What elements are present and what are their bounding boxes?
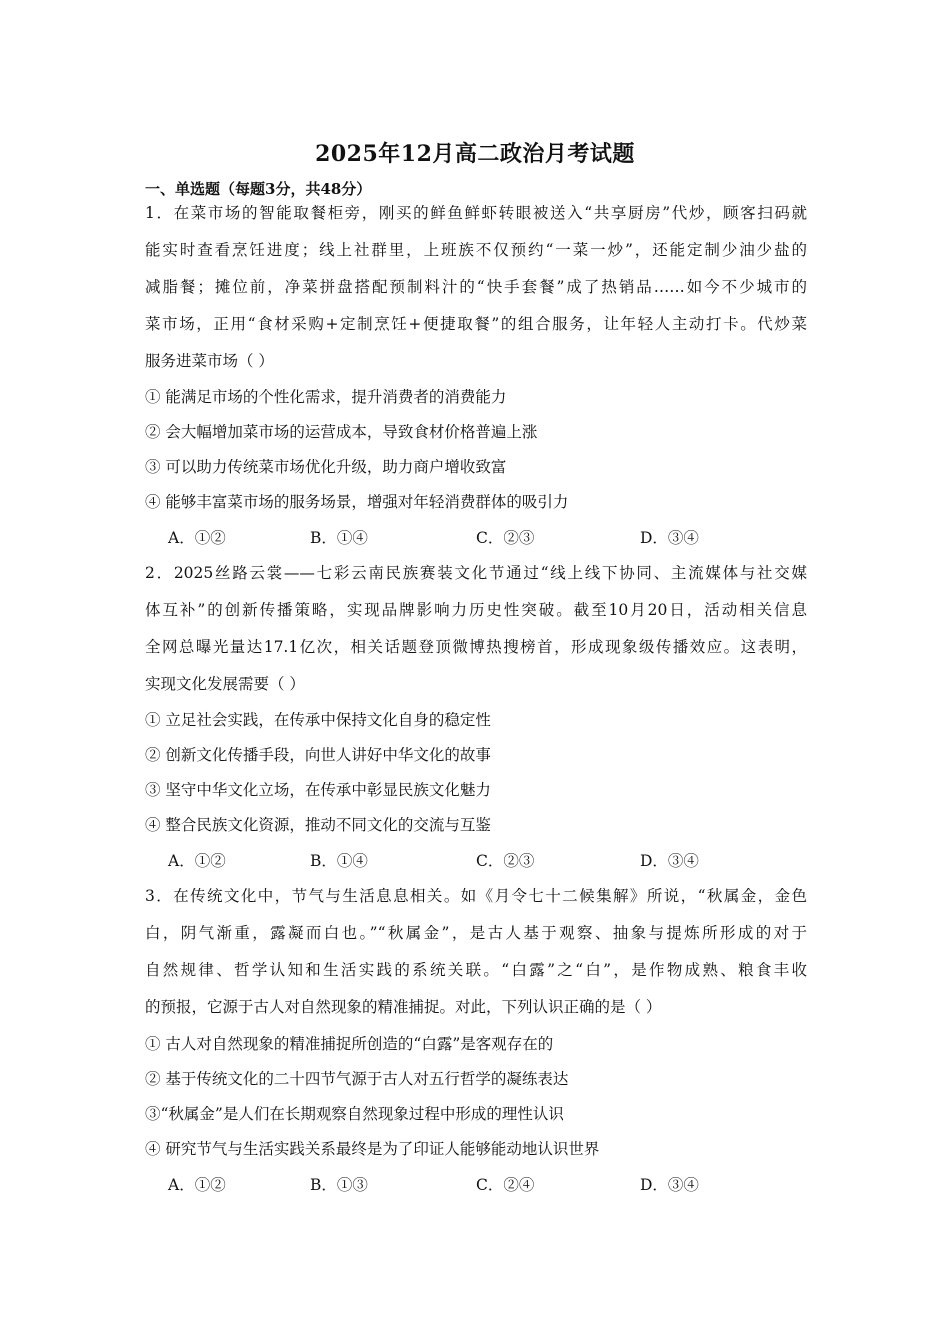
- q3-stem-line: 自然规律、哲学认知和生活实践的系统关联。“白露”之“白”，是作物成熟、粮食丰收: [145, 961, 807, 979]
- q3-option-c[interactable]: C．②④: [476, 1176, 535, 1194]
- q1-stem-line: 能实时查看烹饪进度；线上社群里，上班族不仅预约“一菜一炒”，还能定制少油少盐的: [145, 241, 807, 259]
- section-heading: 一、单选题（每题3分，共48分）: [145, 180, 372, 198]
- q3-statement-3: ③“秋属金”是人们在长期观察自然现象过程中形成的理性认识: [145, 1105, 564, 1123]
- q1-stem-line: 减脂餐；摊位前，净菜拼盘搭配预制料汁的“快手套餐”成了热销品……如今不少城市的: [145, 278, 807, 296]
- q2-statement-2: ② 创新文化传播手段，向世人讲好中华文化的故事: [145, 746, 491, 764]
- page-title: 2025年12月高二政治月考试题: [315, 141, 635, 167]
- q3-statement-4: ④ 研究节气与生活实践关系最终是为了印证人能够能动地认识世界: [145, 1140, 600, 1158]
- q2-option-d[interactable]: D．③④: [640, 852, 699, 870]
- q3-option-a[interactable]: A．①②: [168, 1176, 226, 1194]
- q1-option-d[interactable]: D．③④: [640, 529, 699, 547]
- q3-stem-line: 3．在传统文化中，节气与生活息息相关。如《月令七十二候集解》所说，“秋属金，金色: [145, 887, 807, 905]
- q1-statement-2: ② 会大幅增加菜市场的运营成本，导致食材价格普遍上涨: [145, 423, 538, 441]
- q2-stem-line: 体互补”的创新传播策略，实现品牌影响力历史性突破。截至10月20日，活动相关信息: [145, 601, 807, 619]
- q3-stem-line: 白，阴气渐重，露凝而白也。”“秋属金”，是古人基于观察、抽象与提炼所形成的对于: [145, 924, 807, 942]
- q2-statement-1: ① 立足社会实践，在传承中保持文化自身的稳定性: [145, 711, 491, 729]
- q2-stem-line: 2．2025丝路云裳——七彩云南民族赛装文化节通过“线上线下协同、主流媒体与社交媒: [145, 564, 807, 582]
- q3-option-b[interactable]: B．①③: [310, 1176, 368, 1194]
- q1-option-c[interactable]: C．②③: [476, 529, 535, 547]
- q3-statement-2: ② 基于传统文化的二十四节气源于古人对五行哲学的凝练表达: [145, 1070, 569, 1088]
- q1-stem-line: 服务进菜市场（ ）: [145, 352, 274, 370]
- q2-option-a[interactable]: A．①②: [168, 852, 226, 870]
- q1-statement-4: ④ 能够丰富菜市场的服务场景，增强对年轻消费群体的吸引力: [145, 493, 569, 511]
- q1-statement-3: ③ 可以助力传统菜市场优化升级，助力商户增收致富: [145, 458, 507, 476]
- q1-option-a[interactable]: A．①②: [168, 529, 226, 547]
- q1-stem-line: 菜市场，正用“食材采购+定制烹饪+便捷取餐”的组合服务，让年轻人主动打卡。代炒菜: [145, 315, 807, 333]
- q3-stem-line: 的预报，它源于古人对自然现象的精准捕捉。对此，下列认识正确的是（ ）: [145, 998, 662, 1016]
- q2-statement-4: ④ 整合民族文化资源，推动不同文化的交流与互鉴: [145, 816, 491, 834]
- q2-statement-3: ③ 坚守中华文化立场，在传承中彰显民族文化魅力: [145, 781, 491, 799]
- q1-statement-1: ① 能满足市场的个性化需求，提升消费者的消费能力: [145, 388, 507, 406]
- q1-stem-line: 1．在菜市场的智能取餐柜旁，刚买的鲜鱼鲜虾转眼被送入“共享厨房”代炒，顾客扫码就: [145, 204, 807, 222]
- q3-statement-1: ① 古人对自然现象的精准捕捉所创造的“白露”是客观存在的: [145, 1035, 554, 1053]
- q2-stem-line: 全网总曝光量达17.1亿次，相关话题登顶微博热搜榜首，形成现象级传播效应。这表明，: [145, 638, 807, 656]
- q2-stem-line: 实现文化发展需要（ ）: [145, 675, 305, 693]
- q3-option-d[interactable]: D．③④: [640, 1176, 699, 1194]
- q2-option-b[interactable]: B．①④: [310, 852, 368, 870]
- q2-option-c[interactable]: C．②③: [476, 852, 535, 870]
- q1-option-b[interactable]: B．①④: [310, 529, 368, 547]
